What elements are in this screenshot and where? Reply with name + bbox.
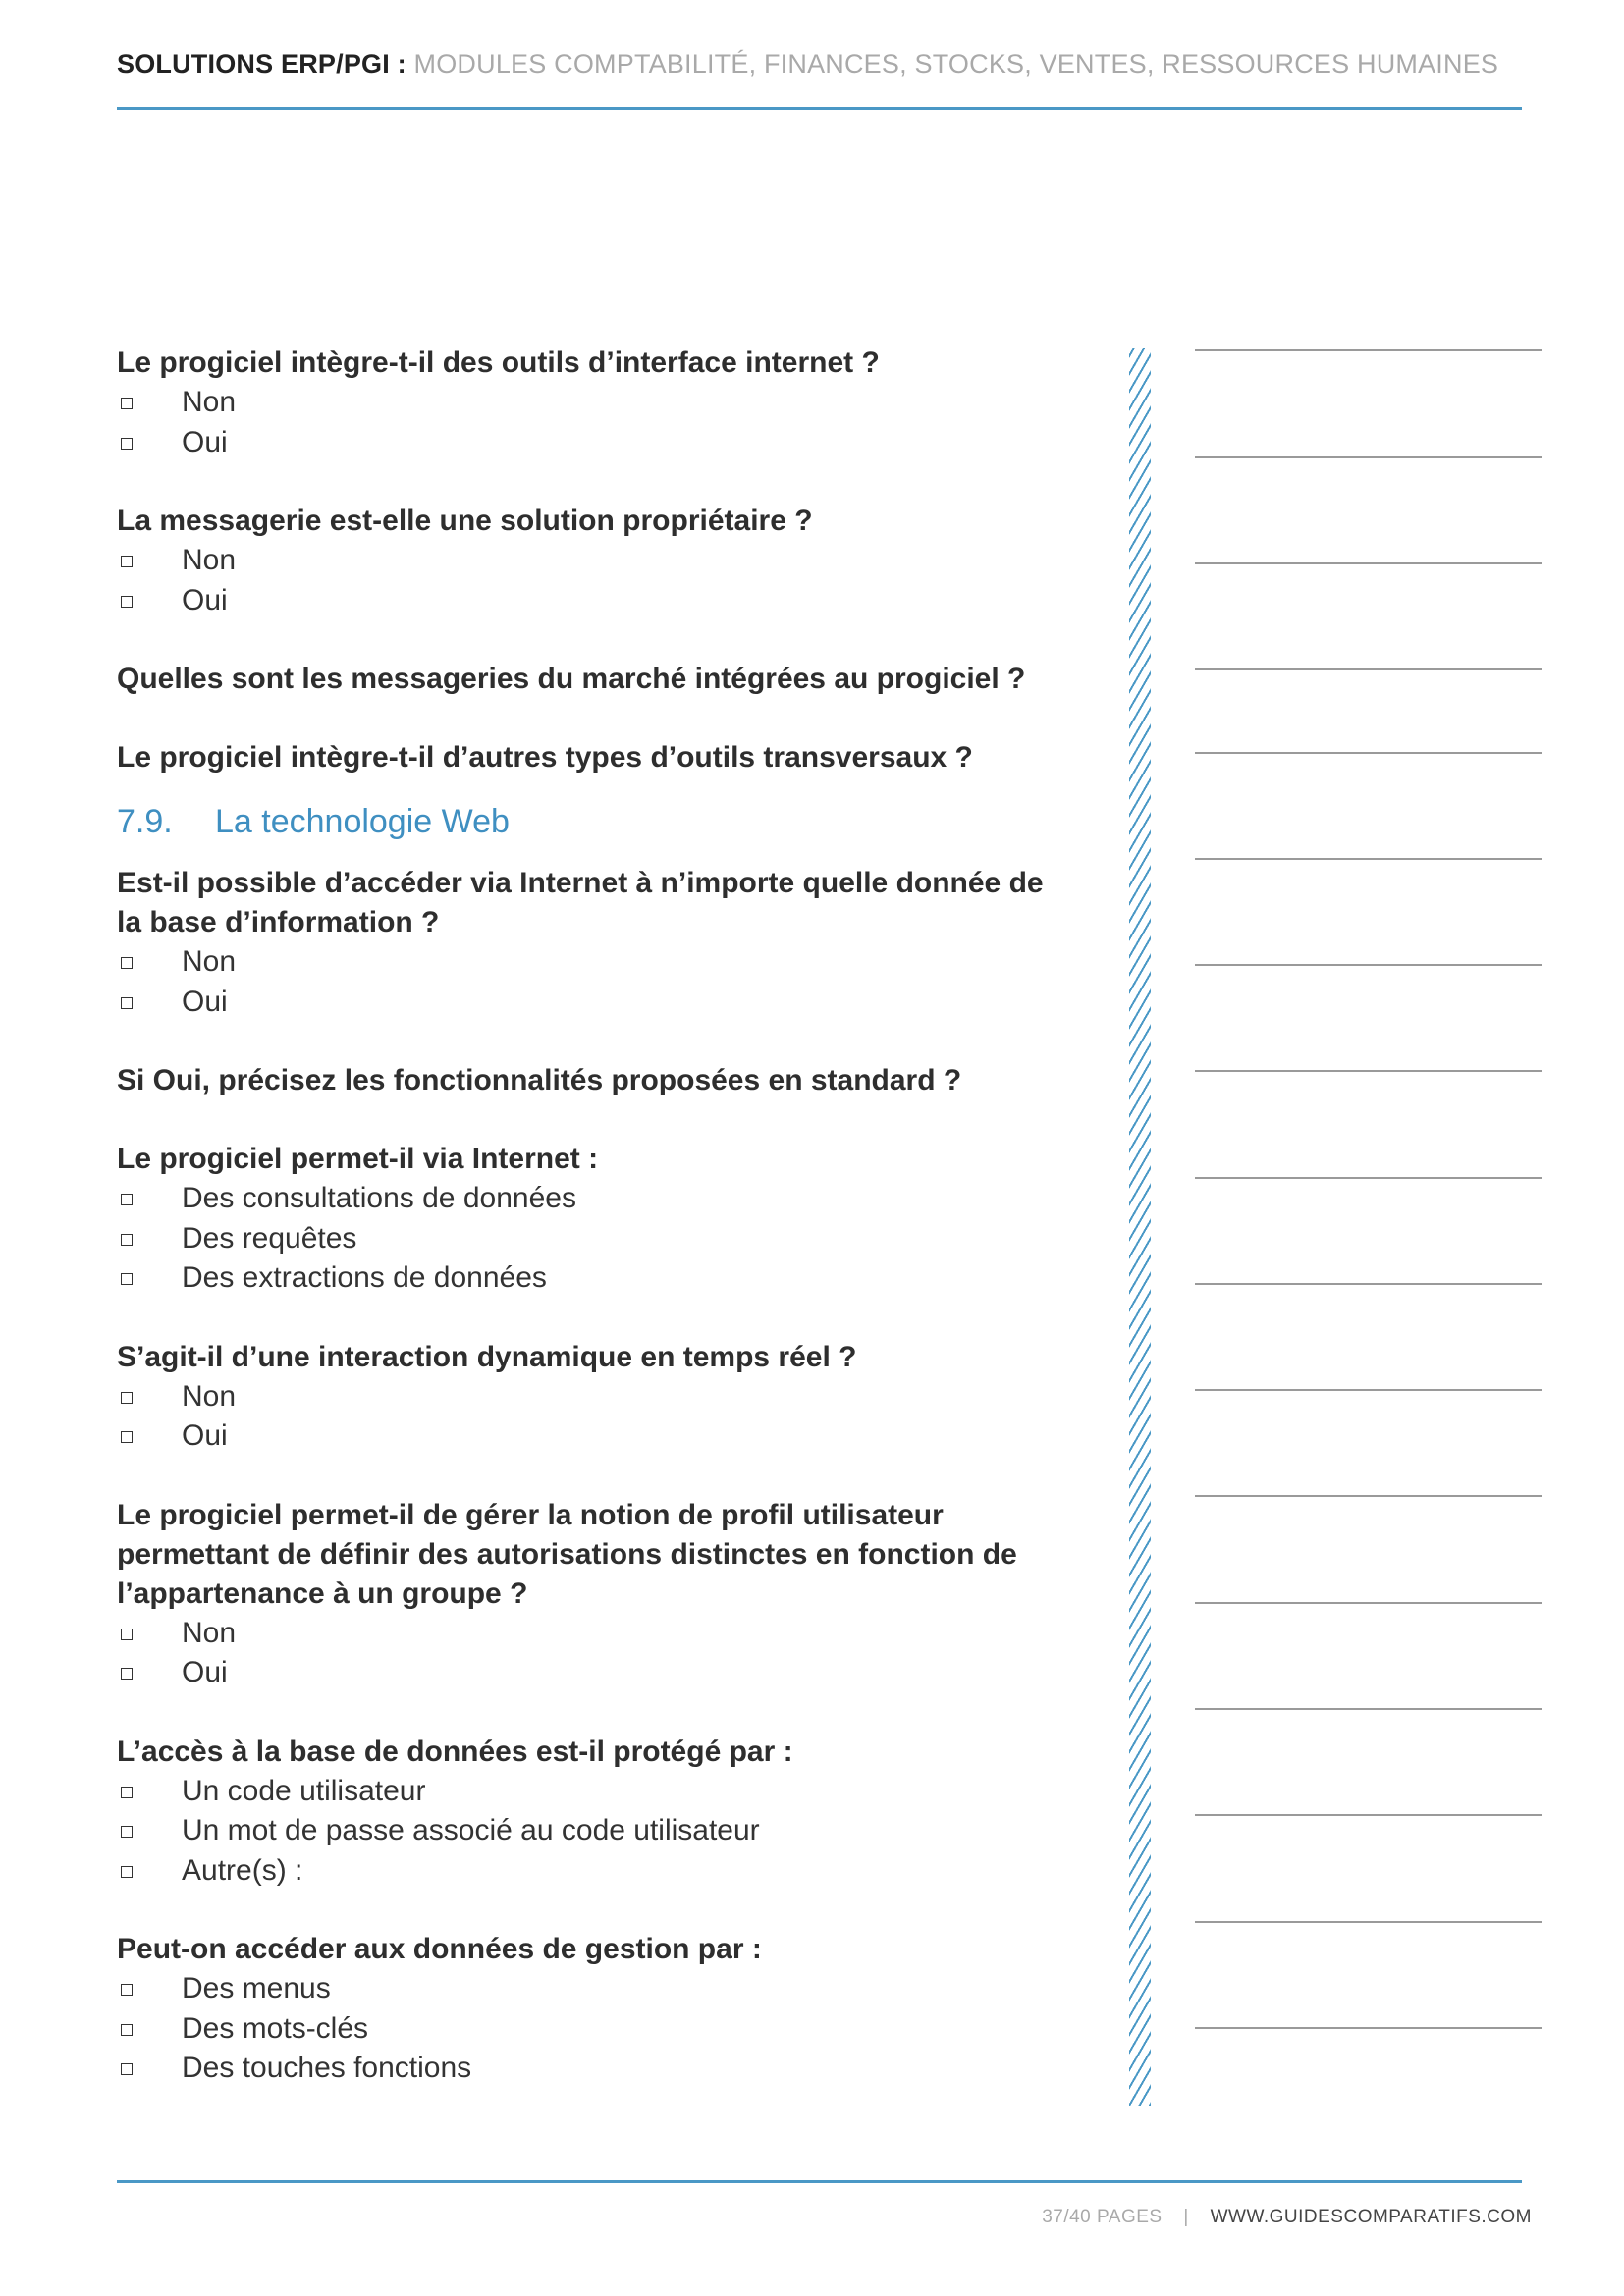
option-item[interactable] (117, 423, 1059, 463)
option-item[interactable] (117, 1653, 1059, 1693)
option-label: Des extractions de données (182, 1261, 547, 1294)
option-label: Non (182, 1616, 237, 1649)
option-item[interactable] (117, 1811, 1059, 1851)
checkbox-icon[interactable] (121, 997, 133, 1009)
option-list (117, 942, 1059, 1022)
spacer (117, 620, 1059, 660)
option-label: Non (182, 386, 237, 418)
question-text: Le progiciel permet-il de gérer la notion de profil utilisateur permettant de définir des autorisations distinctes en fonction de l’appartenance à un groupe ? (117, 1498, 1017, 1610)
header-rule (117, 107, 1522, 110)
checkbox-icon[interactable] (121, 1787, 133, 1798)
option-item[interactable] (117, 942, 1059, 983)
note-line (1195, 1708, 1542, 1710)
question-text: Le progiciel permet-il via Internet : (117, 1143, 599, 1175)
option-item[interactable] (117, 1969, 1059, 2009)
note-line (1195, 1177, 1542, 1179)
question-text: La messagerie est-elle une solution propriétaire ? (117, 505, 813, 537)
checkbox-icon[interactable] (121, 398, 133, 409)
option-item[interactable] (117, 2009, 1059, 2050)
option-item[interactable] (117, 2049, 1059, 2089)
option-item[interactable] (117, 581, 1059, 621)
note-line (1195, 668, 1542, 670)
option-label: Oui (182, 583, 228, 616)
question-text: Le progiciel intègre-t-il des outils d’interface internet ? (117, 347, 880, 379)
checkbox-icon[interactable] (121, 957, 133, 969)
spacer (117, 1299, 1059, 1338)
checkbox-icon[interactable] (121, 2063, 133, 2075)
option-label: Des consultations de données (182, 1182, 576, 1214)
checkbox-icon[interactable] (121, 1668, 133, 1680)
page-count: 37/40 PAGES (1042, 2207, 1163, 2227)
option-label: Des mots-clés (182, 2011, 369, 2045)
question-text: Le progiciel intègre-t-il d’autres types d’outils transversaux ? (117, 741, 973, 774)
section-title: La technologie Web (215, 803, 510, 840)
option-list (117, 383, 1059, 462)
option-label: Des touches fonctions (182, 2052, 472, 2084)
section-number: 7.9. (117, 803, 173, 840)
hatched-divider (1129, 348, 1151, 2106)
note-line (1195, 964, 1542, 966)
option-label: Un code utilisateur (182, 1774, 426, 1807)
note-line (1195, 1602, 1542, 1604)
option-label: Des requêtes (182, 1221, 357, 1255)
note-line (1195, 1389, 1542, 1391)
question-text: Est-il possible d’accéder via Internet à n’importe quelle donnée de la base d’information ? (117, 867, 1044, 938)
spacer (117, 462, 1059, 502)
option-item[interactable] (117, 541, 1059, 581)
option-label: Non (182, 544, 237, 576)
option-list (117, 1772, 1059, 1892)
spacer (117, 699, 1059, 738)
option-list (117, 541, 1059, 620)
checkbox-icon[interactable] (121, 1431, 133, 1443)
checkbox-icon[interactable] (121, 1194, 133, 1205)
question-text: S’agit-il d’une interaction dynamique en temps réel ? (117, 1340, 857, 1373)
option-list (117, 1614, 1059, 1693)
option-list (117, 1377, 1059, 1457)
option-label: Non (182, 945, 237, 978)
option-list (117, 1969, 1059, 2089)
option-item[interactable] (117, 1851, 1059, 1892)
option-label: Oui (182, 985, 228, 1018)
option-item[interactable] (117, 1179, 1059, 1219)
option-label: Un mot de passe associé au code utilisateur (182, 1814, 760, 1846)
option-label: Oui (182, 1419, 228, 1452)
footer-website: WWW.GUIDESCOMPARATIFS.COM (1210, 2207, 1532, 2227)
question-text: Peut-on accéder aux données de gestion par : (117, 1933, 762, 1965)
page-header (117, 49, 1521, 80)
option-item[interactable] (117, 1258, 1059, 1299)
option-label: Autre(s) : (182, 1853, 303, 1887)
question-text: Si Oui, précisez les fonctionnalités proposées en standard ? (117, 1064, 962, 1096)
checkbox-icon[interactable] (121, 1866, 133, 1878)
option-label: Non (182, 1379, 237, 1413)
option-label: Oui (182, 425, 228, 458)
checkbox-icon[interactable] (121, 1826, 133, 1838)
option-item[interactable] (117, 1772, 1059, 1812)
option-item[interactable] (117, 983, 1059, 1023)
option-item[interactable] (117, 1219, 1059, 1259)
note-line (1195, 1495, 1542, 1497)
spacer (117, 1100, 1059, 1140)
option-label: Des menus (182, 1972, 331, 2004)
checkbox-icon[interactable] (121, 1984, 133, 1996)
note-line (1195, 349, 1542, 351)
checkbox-icon[interactable] (121, 1392, 133, 1404)
note-line (1195, 1283, 1542, 1285)
spacer (117, 1693, 1059, 1733)
checkbox-icon[interactable] (121, 596, 133, 608)
note-line (1195, 1070, 1542, 1072)
spacer (117, 1022, 1059, 1061)
note-line (1195, 562, 1542, 564)
page-footer (1042, 2207, 1532, 2228)
checkbox-icon[interactable] (121, 1273, 133, 1285)
option-label: Oui (182, 1656, 228, 1688)
note-line (1195, 1921, 1542, 1923)
checkbox-icon[interactable] (121, 556, 133, 567)
spacer (117, 1891, 1059, 1930)
questionnaire (117, 344, 1059, 2089)
question-text: L’accès à la base de données est-il protégé par : (117, 1735, 793, 1768)
note-line (1195, 752, 1542, 754)
header-subtitle: MODULES COMPTABILITÉ, FINANCES, STOCKS, VENTES, RESSOURCES HUMAINES (413, 49, 1499, 79)
option-item[interactable] (117, 383, 1059, 423)
footer-separator: | (1183, 2207, 1189, 2227)
question-text: Quelles sont les messageries du marché intégrées au progiciel ? (117, 663, 1026, 695)
note-line (1195, 2027, 1542, 2029)
note-line (1195, 456, 1542, 458)
checkbox-icon[interactable] (121, 438, 133, 450)
header-title: SOLUTIONS ERP/PGI : (117, 49, 406, 79)
option-item[interactable] (117, 1614, 1059, 1654)
checkbox-icon[interactable] (121, 2024, 133, 2036)
option-item[interactable] (117, 1416, 1059, 1457)
checkbox-icon[interactable] (121, 1629, 133, 1640)
option-list (117, 1179, 1059, 1299)
checkbox-icon[interactable] (121, 1234, 133, 1246)
note-line (1195, 1814, 1542, 1816)
section-heading (117, 799, 1059, 844)
footer-rule (117, 2180, 1522, 2183)
spacer (117, 1457, 1059, 1496)
option-item[interactable] (117, 1377, 1059, 1417)
note-line (1195, 858, 1542, 860)
